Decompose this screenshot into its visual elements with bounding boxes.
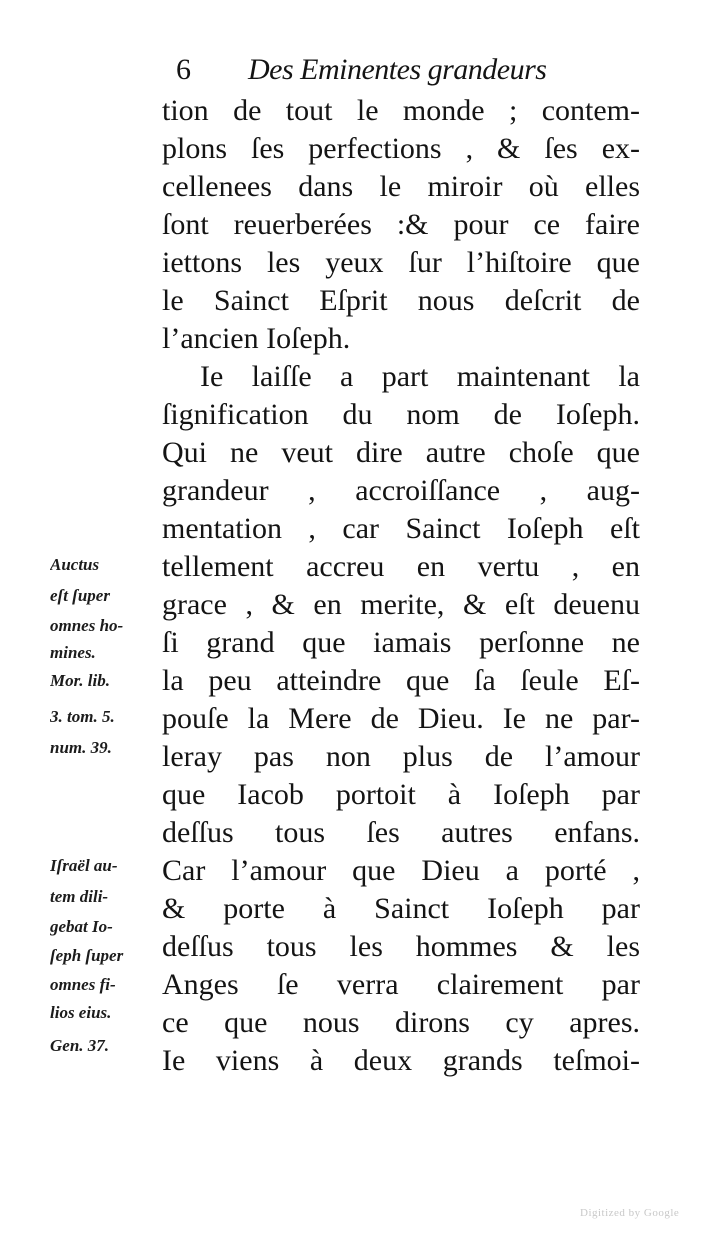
text-line: leray pas non plus de l’amour (162, 740, 640, 773)
margin-note-line: omnes fi- (50, 975, 116, 994)
margin-note-line: eſt ſuper (50, 586, 110, 605)
text-line: Qui ne veut dire autre choſe que (162, 436, 640, 469)
digitizer-watermark: Digitized by Google (580, 1207, 680, 1219)
text-line: la peu atteindre que ſa ſeule Eſ- (162, 664, 640, 697)
margin-note-line: lios eius. (50, 1003, 112, 1022)
margin-note-line: omnes ho- (50, 616, 124, 635)
text-line: ſi grand que iamais perſonne ne (162, 626, 640, 659)
text-line: deſſus tous les hommes & les (162, 930, 640, 963)
paragraph-first-line: Ie laiſſe a part maintenant la (200, 360, 640, 393)
text-line: cellenees dans le miroir où elles (162, 170, 640, 203)
text-line: ce que nous dirons cy apres. (162, 1006, 640, 1039)
margin-note-line: num. 39. (50, 738, 112, 757)
margin-note-line: gebat Io- (50, 917, 113, 936)
text-line: l’ancien Ioſeph. (162, 322, 351, 355)
text-line: grandeur , accroiſſance , aug- (162, 474, 640, 507)
margin-note-line: mines. (50, 643, 96, 662)
text-line: & porte à Sainct Ioſeph par (162, 892, 640, 925)
text-line: le Sainct Eſprit nous deſcrit de (162, 284, 640, 317)
running-title: Des Eminentes grandeurs (248, 53, 547, 86)
text-line: mentation , car Sainct Ioſeph eſt (162, 512, 640, 545)
text-line: tellement accreu en vertu , en (162, 550, 640, 583)
margin-note-line: Iſraël au- (50, 856, 118, 875)
margin-note-line: tem dili- (50, 887, 109, 906)
text-line: que Iacob portoit à Ioſeph par (162, 778, 640, 811)
text-line: plons ſes perfections , & ſes ex- (162, 132, 640, 165)
margin-note-line: Gen. 37. (50, 1036, 110, 1055)
text-line: ſont reuerberées :& pour ce faire (162, 208, 640, 241)
text-line: ſignification du nom de Ioſeph. (162, 398, 640, 431)
text-line: iettons les yeux ſur l’hiſtoire que (162, 246, 640, 279)
margin-note-line: ſeph ſuper (50, 946, 124, 965)
margin-note-line: Auctus (50, 555, 100, 574)
text-line: tion de tout le monde ; contem- (162, 94, 640, 127)
text-line: Anges ſe verra clairement par (162, 968, 640, 1001)
text-line: pouſe la Mere de Dieu. Ie ne par- (162, 702, 640, 735)
text-line: deſſus tous ſes autres enfans. (162, 816, 640, 849)
page-number: 6 (176, 53, 191, 86)
margin-note-line: 3. tom. 5. (50, 707, 115, 726)
margin-note-line: Mor. lib. (50, 671, 110, 690)
text-line: Ie viens à deux grands teſmoi- (162, 1044, 640, 1077)
text-line: grace , & en merite, & eſt deuenu (162, 588, 640, 621)
text-line: Car l’amour que Dieu a porté , (162, 854, 640, 887)
page-header (176, 50, 656, 90)
